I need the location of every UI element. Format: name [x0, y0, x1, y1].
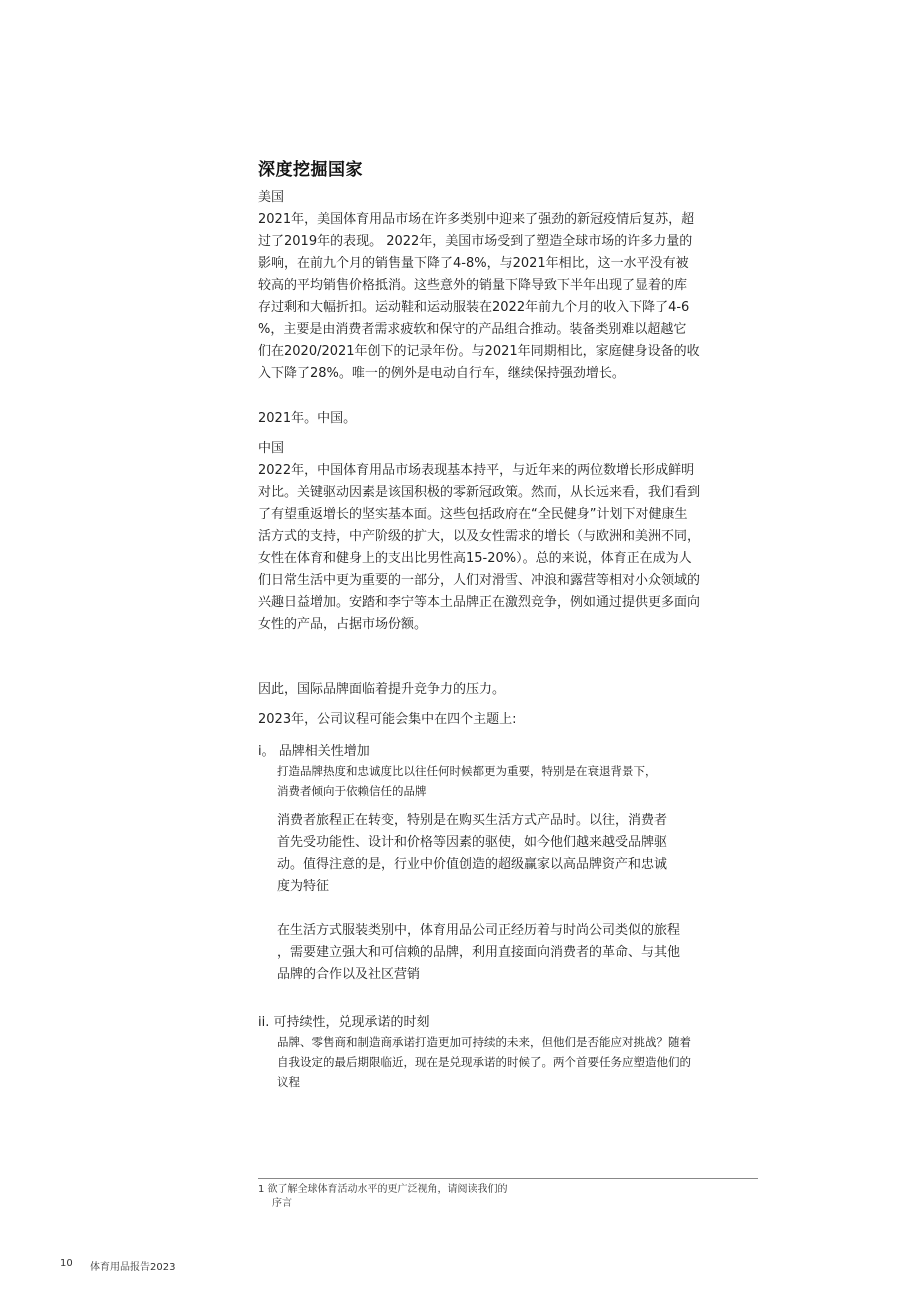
page-number: 10	[60, 1258, 73, 1269]
china-line: 对比。关键驱动因素是该国积极的零新冠政策。然而，从长远来看，我们看到	[258, 485, 701, 500]
section-title: 深度挖掘国家	[258, 160, 363, 180]
theme-1-paragraph-2	[277, 920, 747, 986]
country-label-usa: 美国	[258, 190, 285, 205]
footnote-link[interactable]: 序言	[272, 1198, 292, 1209]
china-line: 兴趣日益增加。安踏和李宁等本土品牌正在激烈竞争，例如通过提供更多面向	[258, 595, 701, 610]
china-line: 女性的产品，占据市场份额。	[258, 617, 428, 632]
usa-line: 过了2019年的表现。 2022年，美国市场受到了塑造全球市场的许多力量的	[258, 234, 693, 249]
theme-1-paragraph-1	[277, 810, 737, 898]
theme-1-p1-line: 消费者旅程正在转变，特别是在购买生活方式产品时。以往，消费者	[277, 813, 668, 828]
agenda-intro: 2023年，公司议程可能会集中在四个主题上:	[258, 712, 517, 727]
footnote	[258, 1183, 508, 1211]
theme-1-sub-line: 打造品牌热度和忠诚度比以往任何时候都更为重要，特别是在衰退背景下，	[277, 764, 657, 778]
theme-2-numeral: ii.	[258, 1015, 270, 1030]
usa-line: %，主要是由消费者需求疲软和保守的产品组合推动。装备类别难以超越它	[258, 322, 687, 337]
therefore-sentence: 因此，国际品牌面临着提升竞争力的压力。	[258, 682, 506, 697]
usa-line: 存过剩和大幅折扣。运动鞋和运动服装在2022年前九个月的收入下降了4-6	[258, 300, 690, 315]
usa-line: 影响，在前九个月的销售量下降了4-8%，与2021年相比，这一水平没有被	[258, 256, 689, 271]
theme-1-sub-line: 消费者倾向于依赖信任的品牌	[277, 784, 427, 798]
china-line: 女性在体育和健身上的支出比男性高15-20%）。总的来说，体育正在成为人	[258, 551, 692, 566]
theme-1-p1-line: 动。值得注意的是，行业中价值创造的超级赢家以高品牌资产和忠诚	[277, 857, 668, 872]
theme-1-p1-line: 首先受功能性、设计和价格等因素的驱使，如今他们越来越受品牌驱	[277, 835, 668, 850]
china-line: 了有望重返增长的坚实基本面。这些包括政府在“全民健身”计划下对健康生	[258, 507, 688, 522]
usa-paragraph	[258, 209, 758, 385]
theme-2-subtitle	[277, 1032, 762, 1092]
china-line: 2022年，中国体育用品市场表现基本持平，与近年来的两位数增长形成鲜明	[258, 463, 695, 478]
theme-1-title: 品牌相关性增加	[278, 744, 370, 759]
theme-2-heading	[258, 1012, 430, 1034]
theme-1-p1-line: 度为特征	[277, 879, 330, 894]
theme-1-heading	[258, 741, 370, 763]
theme-1-p2-line: 在生活方式服装类别中，体育用品公司正经历着与时尚公司类似的旅程	[277, 923, 681, 938]
theme-2-sub-line: 议程	[277, 1075, 300, 1089]
theme-2-sub-line: 自我设定的最后期限临近，现在是兑现承诺的时候了。两个首要任务应塑造他们的	[277, 1055, 691, 1069]
china-line: 活方式的支持，中产阶级的扩大，以及女性需求的增长（与欧洲和美洲不同，	[258, 529, 701, 544]
report-title: 体育用品报告2023	[90, 1262, 176, 1273]
usa-line: 2021年，美国体育用品市场在许多类别中迎来了强劲的新冠疫情后复苏，超	[258, 212, 695, 227]
usa-line: 们在2020/2021年创下的记录年份。与2021年同期相比，家庭健身设备的收	[258, 344, 700, 359]
theme-1-numeral: i。	[258, 744, 275, 759]
theme-1-subtitle	[277, 761, 757, 801]
theme-2-title: 可持续性，兑现承诺的时刻	[273, 1015, 430, 1030]
usa-line: 较高的平均销售价格抵消。这些意外的销量下降导致下半年出现了显着的库	[258, 278, 688, 293]
note-2021: 2021年。中国。	[258, 411, 357, 426]
footnote-line-1: 1 欲了解全球体育活动水平的更广泛视角，请阅读我们的	[258, 1184, 508, 1195]
theme-1-p2-line: 品牌的合作以及社区营销	[277, 967, 421, 982]
theme-1-p2-line: ，需要建立强大和可信赖的品牌，利用直接面向消费者的革命、与其他	[277, 945, 681, 960]
china-paragraph	[258, 460, 758, 636]
country-label-china: 中国	[258, 441, 285, 456]
china-line: 们日常生活中更为重要的一部分，人们对滑雪、冲浪和露营等相对小众领域的	[258, 573, 701, 588]
usa-line: 入下降了28%。唯一的例外是电动自行车，继续保持强劲增长。	[258, 366, 625, 381]
theme-2-sub-line: 品牌、零售商和制造商承诺打造更加可持续的未来，但他们是否能应对挑战？随着	[277, 1035, 691, 1049]
footnote-divider	[258, 1178, 758, 1179]
